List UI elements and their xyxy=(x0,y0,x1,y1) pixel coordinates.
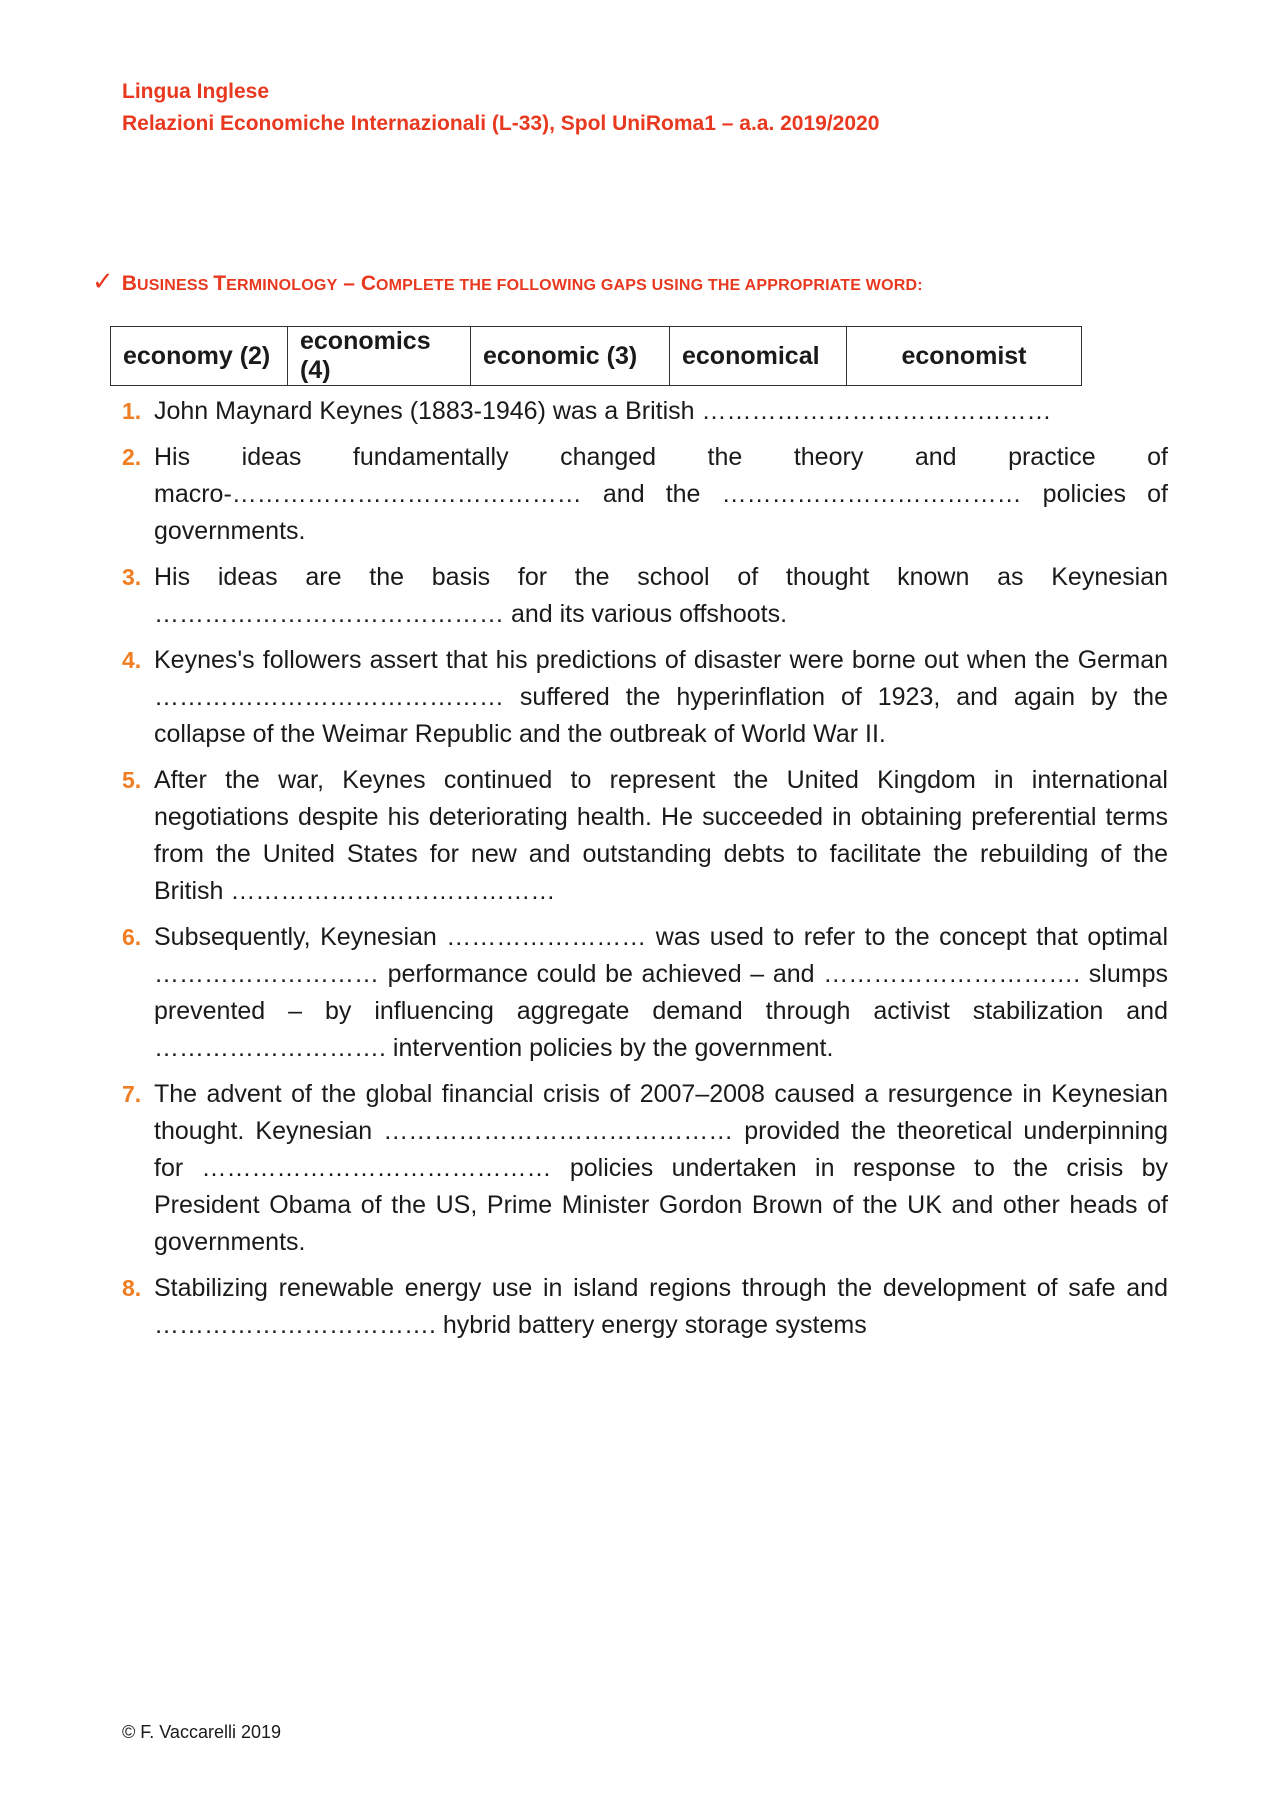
exercise-item xyxy=(122,642,1168,753)
exercise-list xyxy=(122,393,1168,1353)
word-box-cell: economy (2) xyxy=(111,327,288,386)
item-text: John Maynard Keynes (1883-1946) was a British …………………………………… xyxy=(154,397,1052,425)
exercise-item xyxy=(122,1270,1168,1344)
item-text: His ideas fundamentally changed the theory and practice of macro-…………………………………… and the ……………………………… policies of governments. xyxy=(154,443,1168,545)
exercise-item xyxy=(122,439,1168,550)
word-box-row xyxy=(111,327,1082,386)
exercise-item xyxy=(122,919,1168,1067)
item-number: 2. xyxy=(122,444,142,470)
heading-part: OMPLETE THE FOLLOWING GAPS USING THE APPROPRIATE WORD: xyxy=(375,277,923,294)
heading-part: C xyxy=(360,272,376,295)
item-text: The advent of the global financial crisis of 2007–2008 caused a resurgence in Keynesian thought. Keynesian …………………………………… provided the theoretical underpinning for …………………………………… policies undertaken in response to the crisis by President Obama of the US, Prime Minister Gordon Brown of the UK and other heads of governments. xyxy=(154,1080,1168,1256)
word-box-cell: economical xyxy=(670,327,847,386)
copyright-footer: © F. Vaccarelli 2019 xyxy=(122,1722,282,1742)
item-number: 4. xyxy=(122,647,142,673)
item-number: 7. xyxy=(122,1081,142,1107)
exercise-item xyxy=(122,559,1168,633)
heading-part: USINESS xyxy=(136,277,209,294)
item-number: 5. xyxy=(122,767,142,793)
heading-part: B xyxy=(121,272,137,295)
course-title: Lingua Inglese xyxy=(122,80,270,103)
word-box-cell: economist xyxy=(847,327,1082,386)
heading-part: – xyxy=(337,272,361,295)
item-text: Stabilizing renewable energy use in island regions through the development of safe and ……………………………. hybrid battery energy storage systems xyxy=(154,1274,1168,1339)
item-text: Keynes's followers assert that his predictions of disaster were borne out when the German …………………………………… suffered the hyperinflation of 1923, and again by the collapse of the Weimar Republic and the outbreak of World War II. xyxy=(154,646,1168,748)
course-subtitle: Relazioni Economiche Internazionali (L-33), Spol UniRoma1 – a.a. 2019/2020 xyxy=(122,112,880,135)
word-box-cell: economics (4) xyxy=(288,327,471,386)
word-box-table xyxy=(110,326,1082,386)
item-number: 3. xyxy=(122,564,142,590)
heading-part: T xyxy=(213,272,227,295)
checkmark-icon: ✓ xyxy=(92,266,114,296)
item-text: His ideas are the basis for the school of thought known as Keynesian …………………………………… and its various offshoots. xyxy=(154,563,1168,628)
document-header xyxy=(122,76,879,140)
exercise-item xyxy=(122,1076,1168,1261)
exercise-heading xyxy=(92,266,923,297)
item-number: 6. xyxy=(122,924,142,950)
item-text: Subsequently, Keynesian …………………… was used to refer to the concept that optimal ……………………… performance could be achieved – and …………………………. slumps prevented – by influencing aggregate demand through activist stabilization and ………………………. intervention policies by the government. xyxy=(154,923,1168,1062)
exercise-item xyxy=(122,393,1168,430)
exercise-item xyxy=(122,762,1168,910)
item-number: 1. xyxy=(122,398,142,424)
item-text: After the war, Keynes continued to represent the United Kingdom in international negotiations despite his deteriorating health. He succeeded in obtaining preferential terms from the United States for new and outstanding debts to facilitate the rebuilding of the British ………………………………… xyxy=(154,766,1168,905)
item-number: 8. xyxy=(122,1275,142,1301)
heading-part: ERMINOLOGY xyxy=(226,277,338,294)
word-box-cell: economic (3) xyxy=(471,327,670,386)
